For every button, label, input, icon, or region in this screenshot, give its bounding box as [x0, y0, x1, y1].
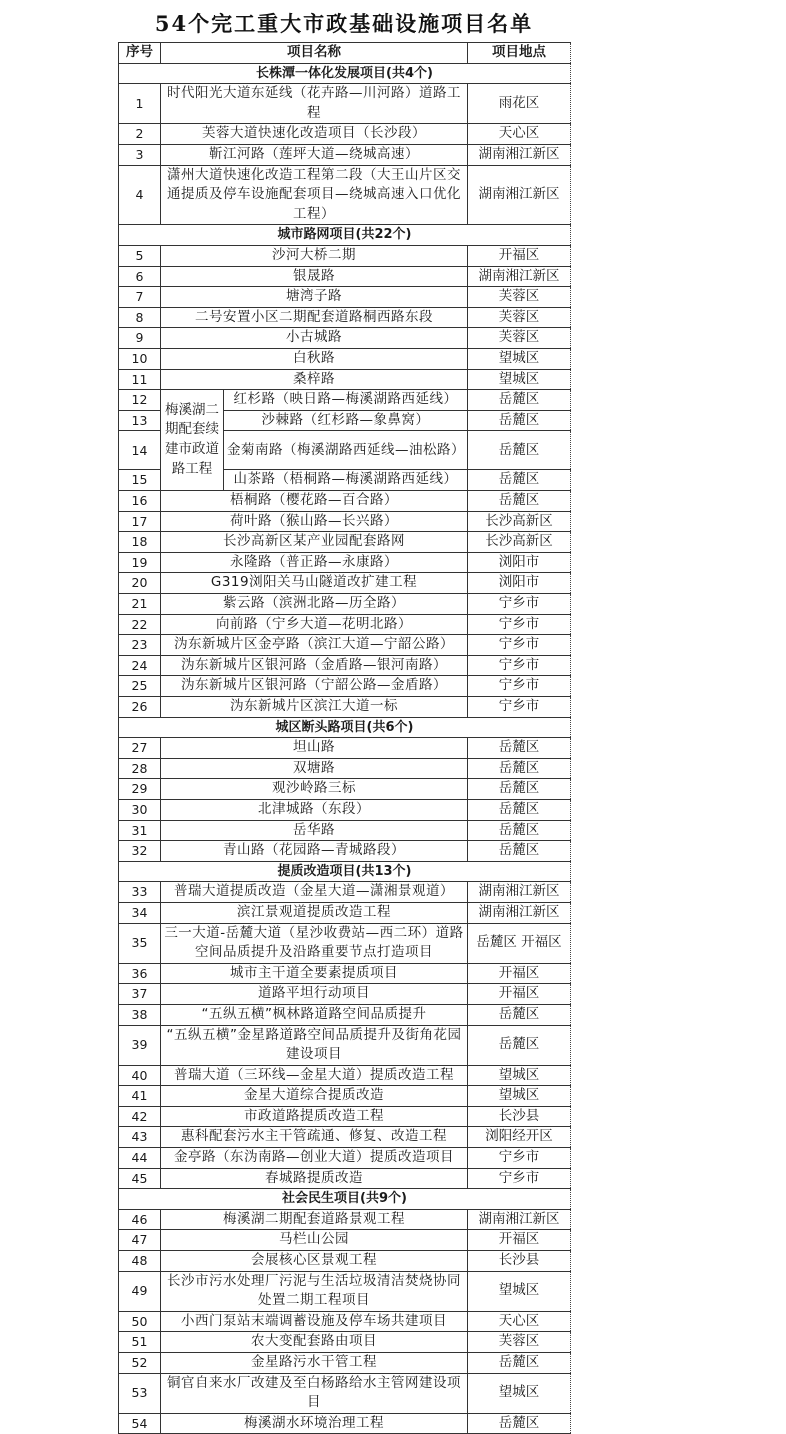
project-location: 岳麓区	[468, 410, 571, 431]
project-location: 芙蓉区	[468, 1332, 571, 1353]
table-row	[119, 820, 571, 841]
project-location: 开福区	[468, 984, 571, 1005]
row-number: 28	[119, 758, 161, 779]
project-location: 宁乡市	[468, 594, 571, 615]
row-number: 9	[119, 328, 161, 349]
table-row	[119, 511, 571, 532]
project-name: 梅溪湖水环境治理工程	[161, 1413, 468, 1434]
table-row	[119, 573, 571, 594]
row-number: 37	[119, 984, 161, 1005]
project-name: 二号安置小区二期配套道路桐西路东段	[161, 307, 468, 328]
project-location: 岳麓区	[468, 841, 571, 862]
project-location: 湖南湘江新区	[468, 144, 571, 165]
table-row	[119, 963, 571, 984]
row-number: 8	[119, 307, 161, 328]
project-name: “五纵五横”金星路道路空间品质提升及街角花园建设项目	[161, 1025, 468, 1065]
table-row	[119, 1106, 571, 1127]
row-number: 16	[119, 491, 161, 512]
project-location: 岳麓区	[468, 779, 571, 800]
project-location: 岳麓区	[468, 1413, 571, 1434]
project-name: 市政道路提质改造工程	[161, 1106, 468, 1127]
row-number: 5	[119, 245, 161, 266]
project-location: 岳麓区	[468, 491, 571, 512]
row-number: 30	[119, 799, 161, 820]
project-name: 银晟路	[161, 266, 468, 287]
project-name: 沩东新城片区银河路（宁韶公路—金盾路）	[161, 676, 468, 697]
project-location: 长沙高新区	[468, 511, 571, 532]
section-heading: 城区断头路项目(共6个)	[119, 717, 571, 738]
project-location: 岳麓区 开福区	[468, 923, 571, 963]
table-row	[119, 84, 571, 124]
table-row	[119, 1311, 571, 1332]
table-row	[119, 369, 571, 390]
project-location: 芙蓉区	[468, 328, 571, 349]
project-name: 城市主干道全要素提质项目	[161, 963, 468, 984]
column-header-name: 项目名称	[161, 43, 468, 64]
table-row	[119, 390, 571, 411]
row-number: 3	[119, 144, 161, 165]
project-name: 永隆路（普正路—永康路）	[161, 552, 468, 573]
table-row	[119, 635, 571, 656]
row-number: 40	[119, 1065, 161, 1086]
project-name: 沩东新城片区银河路（金盾路—银河南路）	[161, 655, 468, 676]
table-row	[119, 697, 571, 718]
project-name: 会展核心区景观工程	[161, 1251, 468, 1272]
project-name: 金星路污水干管工程	[161, 1353, 468, 1374]
row-number: 25	[119, 676, 161, 697]
table-header-row	[119, 43, 571, 64]
project-location: 湖南湘江新区	[468, 266, 571, 287]
table-row	[119, 984, 571, 1005]
table-row	[119, 738, 571, 759]
section-header-row	[119, 861, 571, 882]
project-name: 梧桐路（樱花路—百合路）	[161, 491, 468, 512]
row-number: 42	[119, 1106, 161, 1127]
row-number: 10	[119, 348, 161, 369]
row-number: 17	[119, 511, 161, 532]
project-name: “五纵五横”枫林路道路空间品质提升	[161, 1004, 468, 1025]
project-location: 岳麓区	[468, 820, 571, 841]
project-name: 春城路提质改造	[161, 1168, 468, 1189]
row-number: 21	[119, 594, 161, 615]
row-number: 35	[119, 923, 161, 963]
row-number: 4	[119, 165, 161, 225]
row-number: 36	[119, 963, 161, 984]
table-row	[119, 1148, 571, 1169]
section-heading: 城市路网项目(共22个)	[119, 225, 571, 246]
table-row	[119, 165, 571, 225]
project-name: 桑梓路	[161, 369, 468, 390]
project-location: 湖南湘江新区	[468, 165, 571, 225]
project-location: 湖南湘江新区	[468, 902, 571, 923]
section-header-row	[119, 63, 571, 84]
table-row	[119, 287, 571, 308]
project-name: 沙棘路（红杉路—象鼻窝）	[224, 410, 468, 431]
project-name: 荷叶路（猴山路—长兴路）	[161, 511, 468, 532]
row-number: 2	[119, 124, 161, 145]
row-number: 32	[119, 841, 161, 862]
table-row	[119, 1271, 571, 1311]
project-location: 岳麓区	[468, 1353, 571, 1374]
row-number: 22	[119, 614, 161, 635]
project-location: 开福区	[468, 963, 571, 984]
row-number: 20	[119, 573, 161, 594]
project-location: 望城区	[468, 348, 571, 369]
table-row	[119, 144, 571, 165]
table-row	[119, 1332, 571, 1353]
project-name: 坦山路	[161, 738, 468, 759]
project-location: 宁乡市	[468, 1168, 571, 1189]
section-header-row	[119, 717, 571, 738]
table-row	[119, 882, 571, 903]
row-number: 27	[119, 738, 161, 759]
project-location: 望城区	[468, 369, 571, 390]
table-row	[119, 799, 571, 820]
table-body	[119, 63, 571, 1434]
row-number: 34	[119, 902, 161, 923]
section-heading: 长株潭一体化发展项目(共4个)	[119, 63, 571, 84]
table-row	[119, 655, 571, 676]
row-number: 7	[119, 287, 161, 308]
project-location: 岳麓区	[468, 1004, 571, 1025]
project-name: 普瑞大道（三环线—金星大道）提质改造工程	[161, 1065, 468, 1086]
project-location: 岳麓区	[468, 738, 571, 759]
table-row	[119, 552, 571, 573]
table-row	[119, 1373, 571, 1413]
project-name: 小古城路	[161, 328, 468, 349]
project-name: 时代阳光大道东延线（花卉路—川河路）道路工程	[161, 84, 468, 124]
row-number: 14	[119, 431, 161, 470]
project-location: 浏阳市	[468, 573, 571, 594]
column-header-no: 序号	[119, 43, 161, 64]
project-location: 长沙县	[468, 1251, 571, 1272]
row-number: 24	[119, 655, 161, 676]
table-row	[119, 328, 571, 349]
project-name: 马栏山公园	[161, 1230, 468, 1251]
project-location: 岳麓区	[468, 1025, 571, 1065]
table-row	[119, 923, 571, 963]
project-name: 红杉路（映日路—梅溪湖路西延线）	[224, 390, 468, 411]
row-number: 26	[119, 697, 161, 718]
table-row	[119, 1230, 571, 1251]
table-row	[119, 614, 571, 635]
table-row	[119, 1251, 571, 1272]
project-location: 宁乡市	[468, 697, 571, 718]
project-name: 塘湾子路	[161, 287, 468, 308]
table-row	[119, 1413, 571, 1434]
project-name: 山茶路（梧桐路—梅溪湖路西延线）	[224, 470, 468, 491]
project-name: 农大变配套路由项目	[161, 1332, 468, 1353]
project-location: 芙蓉区	[468, 287, 571, 308]
row-number: 29	[119, 779, 161, 800]
project-name: 靳江河路（莲坪大道—绕城高速）	[161, 144, 468, 165]
project-location: 望城区	[468, 1065, 571, 1086]
project-name: 白秋路	[161, 348, 468, 369]
project-name: 紫云路（滨洲北路—历全路）	[161, 594, 468, 615]
project-name: G319浏阳关马山隧道改扩建工程	[161, 573, 468, 594]
project-name: 岳华路	[161, 820, 468, 841]
project-location: 浏阳市	[468, 552, 571, 573]
row-number: 50	[119, 1311, 161, 1332]
project-name: 金亭路（东沩南路—创业大道）提质改造项目	[161, 1148, 468, 1169]
table-row	[119, 594, 571, 615]
table-row	[119, 1025, 571, 1065]
row-number: 51	[119, 1332, 161, 1353]
project-name: 沩东新城片区金亭路（滨江大道—宁韶公路）	[161, 635, 468, 656]
table-row	[119, 1004, 571, 1025]
project-name: 观沙岭路三标	[161, 779, 468, 800]
project-location: 望城区	[468, 1373, 571, 1413]
project-name: 惠科配套污水主干管疏通、修复、改造工程	[161, 1127, 468, 1148]
row-number: 13	[119, 410, 161, 431]
row-number: 54	[119, 1413, 161, 1434]
row-number: 39	[119, 1025, 161, 1065]
project-location: 宁乡市	[468, 655, 571, 676]
project-name: 长沙市污水处理厂污泥与生活垃圾清洁焚烧协同处置二期工程项目	[161, 1271, 468, 1311]
table-row	[119, 124, 571, 145]
table-row	[119, 1065, 571, 1086]
project-location: 芙蓉区	[468, 307, 571, 328]
table-row	[119, 1209, 571, 1230]
section-header-row	[119, 1189, 571, 1210]
project-name: 北津城路（东段）	[161, 799, 468, 820]
project-name: 芙蓉大道快速化改造项目（长沙段）	[161, 124, 468, 145]
table-row	[119, 266, 571, 287]
row-number: 48	[119, 1251, 161, 1272]
row-number: 1	[119, 84, 161, 124]
row-number: 53	[119, 1373, 161, 1413]
project-location: 宁乡市	[468, 676, 571, 697]
project-location: 雨花区	[468, 84, 571, 124]
row-number: 46	[119, 1209, 161, 1230]
section-heading: 社会民生项目(共9个)	[119, 1189, 571, 1210]
project-location: 岳麓区	[468, 758, 571, 779]
project-location: 宁乡市	[468, 614, 571, 635]
table-row	[119, 1127, 571, 1148]
table-row	[119, 307, 571, 328]
row-number: 49	[119, 1271, 161, 1311]
project-table	[118, 42, 571, 1434]
row-number: 31	[119, 820, 161, 841]
row-number: 38	[119, 1004, 161, 1025]
table-row	[119, 532, 571, 553]
project-location: 天心区	[468, 124, 571, 145]
project-location: 天心区	[468, 1311, 571, 1332]
table-row	[119, 1168, 571, 1189]
group-name: 梅溪湖二期配套续建市政道路工程	[161, 390, 224, 491]
project-location: 岳麓区	[468, 390, 571, 411]
project-name: 潇州大道快速化改造工程第二段（大王山片区交通提质及停车设施配套项目—绕城高速入口优化工程）	[161, 165, 468, 225]
project-location: 岳麓区	[468, 431, 571, 470]
project-location: 宁乡市	[468, 1148, 571, 1169]
project-name: 铜官自来水厂改建及至白杨路给水主管网建设项目	[161, 1373, 468, 1413]
project-name: 长沙高新区某产业园配套路网	[161, 532, 468, 553]
project-location: 长沙县	[468, 1106, 571, 1127]
project-name: 普瑞大道提质改造（金星大道—潇湘景观道）	[161, 882, 468, 903]
project-name: 沙河大桥二期	[161, 245, 468, 266]
row-number: 12	[119, 390, 161, 411]
section-heading: 提质改造项目(共13个)	[119, 861, 571, 882]
project-location: 开福区	[468, 1230, 571, 1251]
row-number: 43	[119, 1127, 161, 1148]
project-name: 道路平坦行动项目	[161, 984, 468, 1005]
project-location: 浏阳经开区	[468, 1127, 571, 1148]
table-row	[119, 245, 571, 266]
project-name: 三一大道-岳麓大道（星沙收费站—西二环）道路空间品质提升及沿路重要节点打造项目	[161, 923, 468, 963]
project-location: 湖南湘江新区	[468, 1209, 571, 1230]
section-header-row	[119, 225, 571, 246]
project-name: 滨江景观道提质改造工程	[161, 902, 468, 923]
project-location: 望城区	[468, 1086, 571, 1107]
row-number: 18	[119, 532, 161, 553]
row-number: 45	[119, 1168, 161, 1189]
row-number: 47	[119, 1230, 161, 1251]
table-row	[119, 1086, 571, 1107]
row-number: 15	[119, 470, 161, 491]
table-row	[119, 348, 571, 369]
project-location: 望城区	[468, 1271, 571, 1311]
project-name: 小西门泵站末端调蓄设施及停车场共建项目	[161, 1311, 468, 1332]
project-location: 宁乡市	[468, 635, 571, 656]
project-location: 岳麓区	[468, 470, 571, 491]
project-name: 金星大道综合提质改造	[161, 1086, 468, 1107]
row-number: 52	[119, 1353, 161, 1374]
project-name: 双塘路	[161, 758, 468, 779]
row-number: 44	[119, 1148, 161, 1169]
table-row	[119, 902, 571, 923]
project-location: 岳麓区	[468, 799, 571, 820]
row-number: 11	[119, 369, 161, 390]
row-number: 41	[119, 1086, 161, 1107]
row-number: 23	[119, 635, 161, 656]
table-row	[119, 779, 571, 800]
project-location: 湖南湘江新区	[468, 882, 571, 903]
row-number: 6	[119, 266, 161, 287]
project-location: 开福区	[468, 245, 571, 266]
project-name: 青山路（花园路—青城路段）	[161, 841, 468, 862]
table-row	[119, 1353, 571, 1374]
project-name: 金菊南路（梅溪湖路西延线—油松路）	[224, 431, 468, 470]
row-number: 19	[119, 552, 161, 573]
project-name: 梅溪湖二期配套道路景观工程	[161, 1209, 468, 1230]
table-row	[119, 676, 571, 697]
column-header-location: 项目地点	[468, 43, 571, 64]
table-row	[119, 758, 571, 779]
table-row	[119, 841, 571, 862]
project-name: 沩东新城片区滨江大道一标	[161, 697, 468, 718]
document-title: 54个完工重大市政基础设施项目名单	[154, 11, 534, 36]
row-number: 33	[119, 882, 161, 903]
table-row	[119, 491, 571, 512]
project-name: 向前路（宁乡大道—花明北路）	[161, 614, 468, 635]
project-location: 长沙高新区	[468, 532, 571, 553]
